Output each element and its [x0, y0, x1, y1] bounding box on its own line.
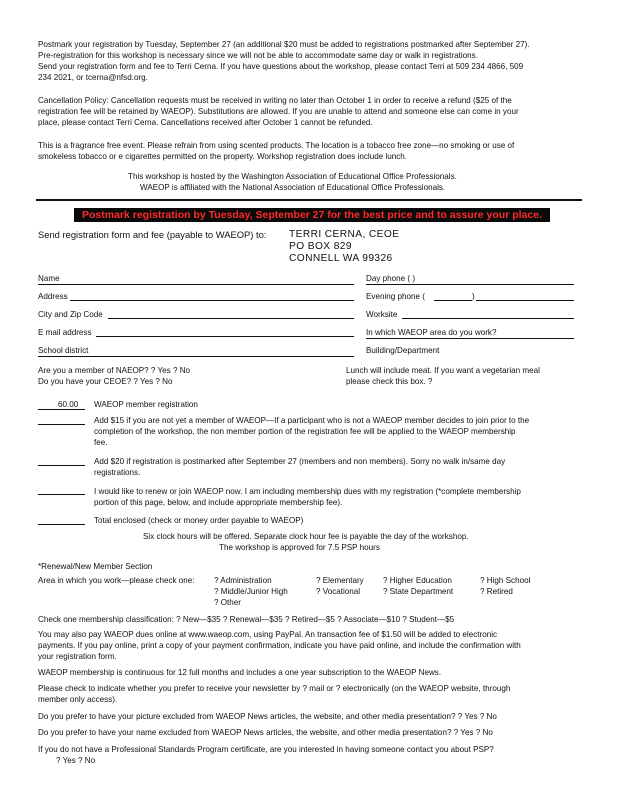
paypal-line-3: your registration form.: [38, 652, 117, 661]
total-line[interactable]: [38, 524, 85, 525]
city-zip-field[interactable]: [108, 318, 354, 319]
psp-hours-note: The workshop is approved for 7.5 PSP hours: [219, 543, 380, 552]
late-fee-line[interactable]: [38, 465, 85, 466]
renew-line-1: I would like to renew or join WAEOP now. I am including membership dues with my registration (*complete membership: [94, 487, 521, 496]
psp-answer[interactable]: ? Yes ? No: [56, 756, 96, 765]
worksite-field[interactable]: [402, 318, 574, 319]
cancellation-line-2: registration fee will be retained by WAEOP). Substitutions are allowed. If you are unable to attend and someone else can come in your: [38, 107, 519, 116]
area-middle-junior-high[interactable]: ? Middle/Junior High: [214, 587, 288, 596]
name-label: Name: [38, 274, 60, 283]
area-vocational[interactable]: ? Vocational: [316, 587, 361, 596]
area-state-department[interactable]: ? State Department: [383, 587, 454, 596]
evening-phone-area-field[interactable]: [434, 300, 472, 301]
area-label: Area in which you work—please check one:: [38, 576, 195, 585]
evening-phone-label: Evening phone (: [366, 292, 425, 301]
mailing-name: TERRI CERNA, CEOE: [289, 229, 400, 240]
continuous-membership-note: WAEOP membership is continuous for 12 full months and includes a one year subscription to the WAEOP News.: [38, 668, 442, 677]
fragrance-line-1: This is a fragrance free event. Please refrain from using scented products. The location is a tobacco free zone—no smoking or use of: [38, 141, 515, 150]
cancellation-line-3: place, please contact Terri Cerna. Cancellations received after October 1 cannot be refunded.: [38, 118, 373, 127]
name-exclusion-question[interactable]: Do you prefer to have your name excluded from WAEOP News articles, the website, and other media presentation? ? Yes ? No: [38, 728, 493, 737]
mailing-box: PO BOX 829: [289, 241, 352, 252]
email-label: E mail address: [38, 328, 92, 337]
fragrance-line-2: smokeless tobacco or e cigarettes permitted on the property. Workshop registration does include lunch.: [38, 152, 408, 161]
school-district-field[interactable]: [38, 356, 354, 357]
vegetarian-checkbox[interactable]: please check this box. ?: [346, 377, 433, 386]
nonmember-fee-line[interactable]: [38, 424, 85, 425]
send-label: Send registration form and fee (payable to WAEOP) to:: [38, 229, 267, 240]
area-elementary[interactable]: ? Elementary: [316, 576, 364, 585]
area-other[interactable]: ? Other: [214, 598, 241, 607]
email-field[interactable]: [96, 336, 354, 337]
worksite-label: Worksite: [366, 310, 398, 319]
mailing-city: CONNELL WA 99326: [289, 253, 393, 264]
day-phone-label: Day phone ( ): [366, 274, 416, 283]
member-fee-label: WAEOP member registration: [94, 400, 198, 409]
paypal-line-1: You may also pay WAEOP dues online at www.waeop.com, using PayPal. An transaction fee of $1.50 will be added to electronic: [38, 630, 498, 639]
postmark-banner: Postmark registration by Tuesday, September 27 for the best price and to assure your place.: [74, 208, 550, 222]
intro-preregistration: Pre-registration for this workshop is necessary since we will not be able to accommodate same day or walk in registrations.: [38, 51, 478, 60]
evening-phone-close: ): [472, 292, 475, 301]
host-line-2: WAEOP is affiliated with the National Association of Educational Office Professionals.: [140, 183, 446, 192]
renew-line-2: portion of this page, below, and include appropriate membership fee).: [94, 498, 343, 507]
building-label: Building/Department: [366, 346, 440, 355]
area-administration[interactable]: ? Administration: [214, 576, 272, 585]
lunch-note: Lunch will include meat. If you want a vegetarian meal: [346, 366, 540, 375]
name-field[interactable]: [38, 284, 354, 285]
late-fee-line-1: Add $20 if registration is postmarked after September 27 (members and non members). Sorry no walk in/same day: [94, 457, 506, 466]
nonmember-fee-line-1: Add $15 if you are not yet a member of WAEOP—If a participant who is not a WAEOP member decides to join prior to the: [94, 416, 530, 425]
address-label: Address: [38, 292, 68, 301]
clock-hours-note: Six clock hours will be offered. Separate clock hour fee is payable the day of the workshop.: [143, 532, 469, 541]
cancellation-line-1: Cancellation Policy: Cancellation requests must be received in writing no later than October 1 in order to receive a refund ($25 of the: [38, 96, 512, 105]
area-higher-education[interactable]: ? Higher Education: [383, 576, 452, 585]
newsletter-line-2: member only access).: [38, 695, 118, 704]
member-fee-line[interactable]: [38, 409, 85, 410]
area-retired[interactable]: ? Retired: [480, 587, 513, 596]
paypal-line-2: payments. If you pay online, print a copy of your payment confirmation, indicate you have paid online, and include the confirmation with: [38, 641, 521, 650]
picture-exclusion-question[interactable]: Do you prefer to have your picture excluded from WAEOP News articles, the website, and other media presentation? ? Yes ? No: [38, 712, 497, 721]
day-phone-field[interactable]: [366, 284, 574, 285]
waeop-area-label: In which WAEOP area do you work?: [366, 328, 497, 337]
newsletter-line-1[interactable]: Please check to indicate whether you prefer to receive your newsletter by ? mail or ? electronically (on the WAEOP website, through: [38, 684, 511, 693]
member-fee-amount: 60.00: [58, 400, 79, 409]
school-district-label: School district: [38, 346, 89, 355]
ceoe-question[interactable]: Do you have your CEOE? ? Yes ? No: [38, 377, 173, 386]
late-fee-line-2: registrations.: [94, 468, 141, 477]
intro-contact: 234 2021, or tcerna@nfsd.org.: [38, 73, 148, 82]
nonmember-fee-line-3: fee.: [94, 438, 108, 447]
area-high-school[interactable]: ? High School: [480, 576, 531, 585]
psp-question: If you do not have a Professional Standards Program certificate, are you interested in having someone contact you about PSP?: [38, 745, 494, 754]
host-line-1: This workshop is hosted by the Washington Association of Educational Office Professionals.: [128, 172, 457, 181]
city-zip-label: City and Zip Code: [38, 310, 103, 319]
address-field[interactable]: [70, 300, 354, 301]
total-label: Total enclosed (check or money order payable to WAEOP): [94, 516, 304, 525]
membership-fee-line[interactable]: [38, 494, 85, 495]
naeop-question[interactable]: Are you a member of NAEOP? ? Yes ? No: [38, 366, 191, 375]
evening-phone-field[interactable]: [476, 300, 574, 301]
intro-postmark: Postmark your registration by Tuesday, September 27 (an additional $20 must be added to registrations postmarked after September 27).: [38, 40, 530, 49]
membership-section-title: *Renewal/New Member Section: [38, 562, 153, 571]
classification-options[interactable]: Check one membership classification: ? New—$35 ? Renewal—$35 ? Retired—$5 ? Associate—$10 ? Student—$5: [38, 615, 455, 624]
waeop-area-field[interactable]: [366, 338, 574, 339]
nonmember-fee-line-2: completion of the workshop, the non member portion of the registration fee will be applied to the WAEOP membership: [94, 427, 516, 436]
intro-send: Send your registration form and fee to Terri Cerna. If you have questions about the workshop, please contact Terri at 509 234 4866, 509: [38, 62, 524, 71]
top-divider: [36, 199, 582, 201]
